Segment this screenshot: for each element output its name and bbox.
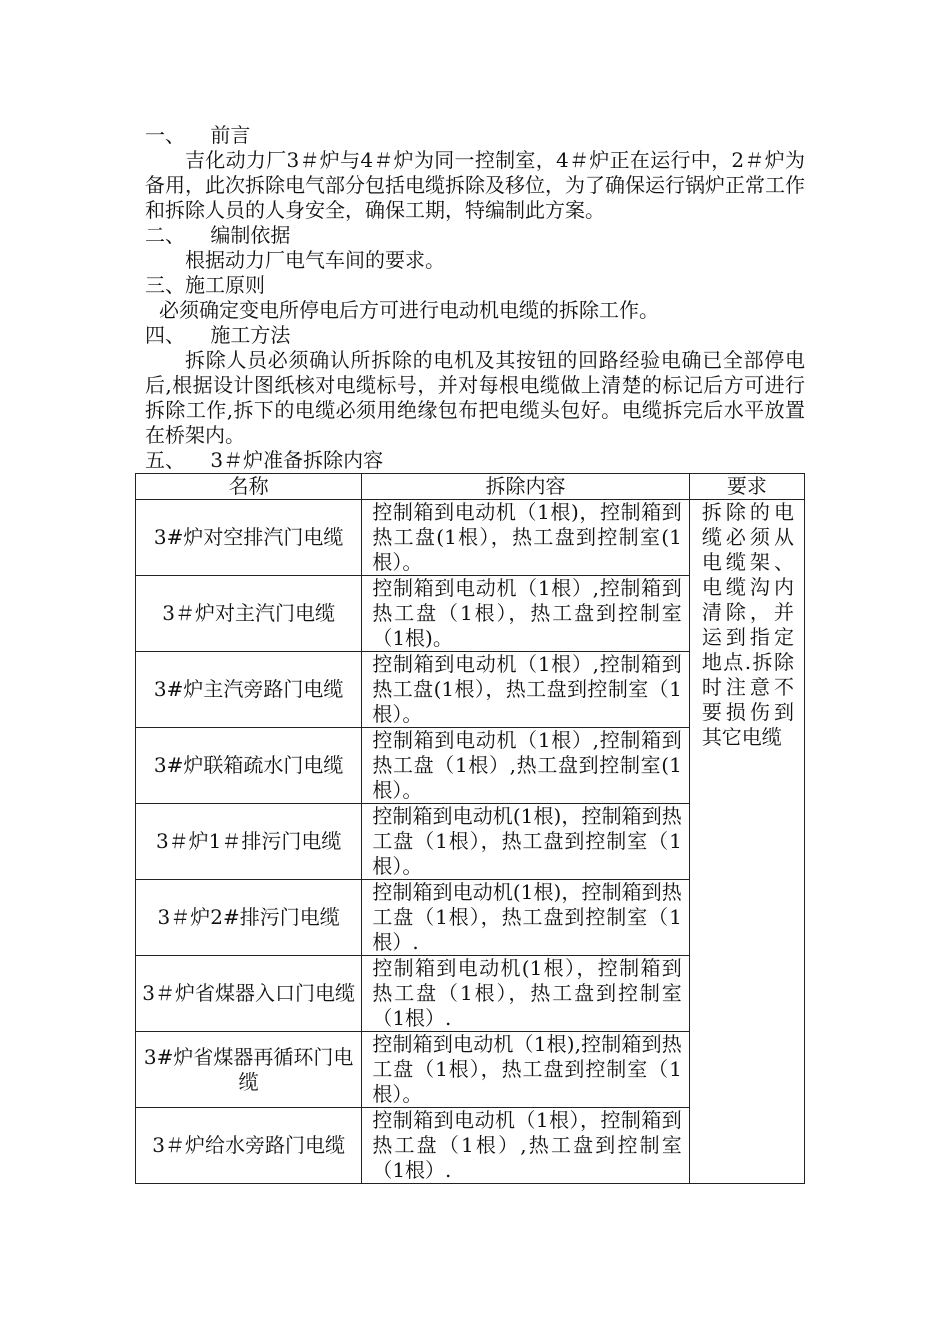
section-4-heading: 四、 施工方法 [145, 323, 291, 347]
removal-content: 控制箱到电动机(1根），控制箱到热工盘（1根），热工盘到控制室（1根）. [362, 956, 689, 1032]
removal-content: 控制箱到电动机(1根)，控制箱到热工盘（1根），热工盘到控制室（1根）. [362, 880, 689, 956]
section-5-heading: 五、 3＃炉准备拆除内容 [145, 448, 384, 472]
removal-content: 控制箱到电动机（1根），控制箱到热工盘（1根）,热工盘到控制室（1根）. [362, 1108, 689, 1184]
section-1-heading: 一、 前言 [145, 123, 251, 147]
section-3-text: 必须确定变电所停电后方可进行电动机电缆的拆除工作。 [159, 298, 659, 322]
header-content: 拆除内容 [362, 474, 689, 500]
cable-name: 3＃炉对主汽门电缆 [136, 576, 362, 652]
removal-content: 控制箱到电动机（1根)，控制箱到热工盘(1根），热工盘到控制室(1根）。 [362, 500, 689, 576]
removal-content: 控制箱到电动机(1根)，控制箱到热工盘（1根），热工盘到控制室（1根）。 [362, 804, 689, 880]
table-header-row [136, 474, 805, 500]
section-1-text: 吉化动力厂3＃炉与4＃炉为同一控制室，4＃炉正在运行中，2＃炉为备用，此次拆除电气部分包括电缆拆除及移位，为了确保运行锅炉正常工作和拆除人员的人身安全，确保工期，特编制此方案。 [145, 148, 805, 222]
cable-name: 3#炉对空排汽门电缆 [136, 500, 362, 576]
requirement-cell: 拆除的电缆必须从电缆架、电缆沟内清除，并运到指定地点.拆除时注意不要损伤到其它电缆 [689, 500, 804, 1184]
cable-name: 3#炉省煤器再循环门电缆 [136, 1032, 362, 1108]
removal-content: 控制箱到电动机（1根）,控制箱到热工盘(1根），热工盘到控制室（1根）。 [362, 652, 689, 728]
table-row [136, 500, 805, 576]
removal-content: 控制箱到电动机（1根）,控制箱到热工盘（1根），热工盘到控制室（1根)。 [362, 576, 689, 652]
cable-removal-table [135, 473, 805, 1184]
cable-name: 3＃炉2#排污门电缆 [136, 880, 362, 956]
removal-content: 控制箱到电动机（1根）,控制箱到热工盘（1根）,热工盘到控制室(1根）。 [362, 728, 689, 804]
cable-name: 3＃炉1＃排污门电缆 [136, 804, 362, 880]
cable-name: 3#炉主汽旁路门电缆 [136, 652, 362, 728]
cable-name: 3＃炉给水旁路门电缆 [136, 1108, 362, 1184]
document-body [145, 123, 805, 473]
cable-name: 3#炉联箱疏水门电缆 [136, 728, 362, 804]
section-2-text: 根据动力厂电气车间的要求。 [185, 248, 445, 272]
section-3-heading: 三、施工原则 [145, 273, 265, 297]
section-2-heading: 二、 编制依据 [145, 223, 291, 247]
header-name: 名称 [136, 474, 362, 500]
header-requirement: 要求 [689, 474, 804, 500]
removal-content: 控制箱到电动机（1根),控制箱到热工盘（1根），热工盘到控制室（1根）。 [362, 1032, 689, 1108]
section-4-text: 拆除人员必须确认所拆除的电机及其按钮的回路经验电确已全部停电后,根据设计图纸核对电缆标号，并对每根电缆做上清楚的标记后方可进行拆除工作,拆下的电缆必须用绝缘包布把电缆头包好。电缆拆完后水平放置在桥架内。 [145, 348, 805, 447]
cable-name: 3＃炉省煤器入口门电缆 [136, 956, 362, 1032]
